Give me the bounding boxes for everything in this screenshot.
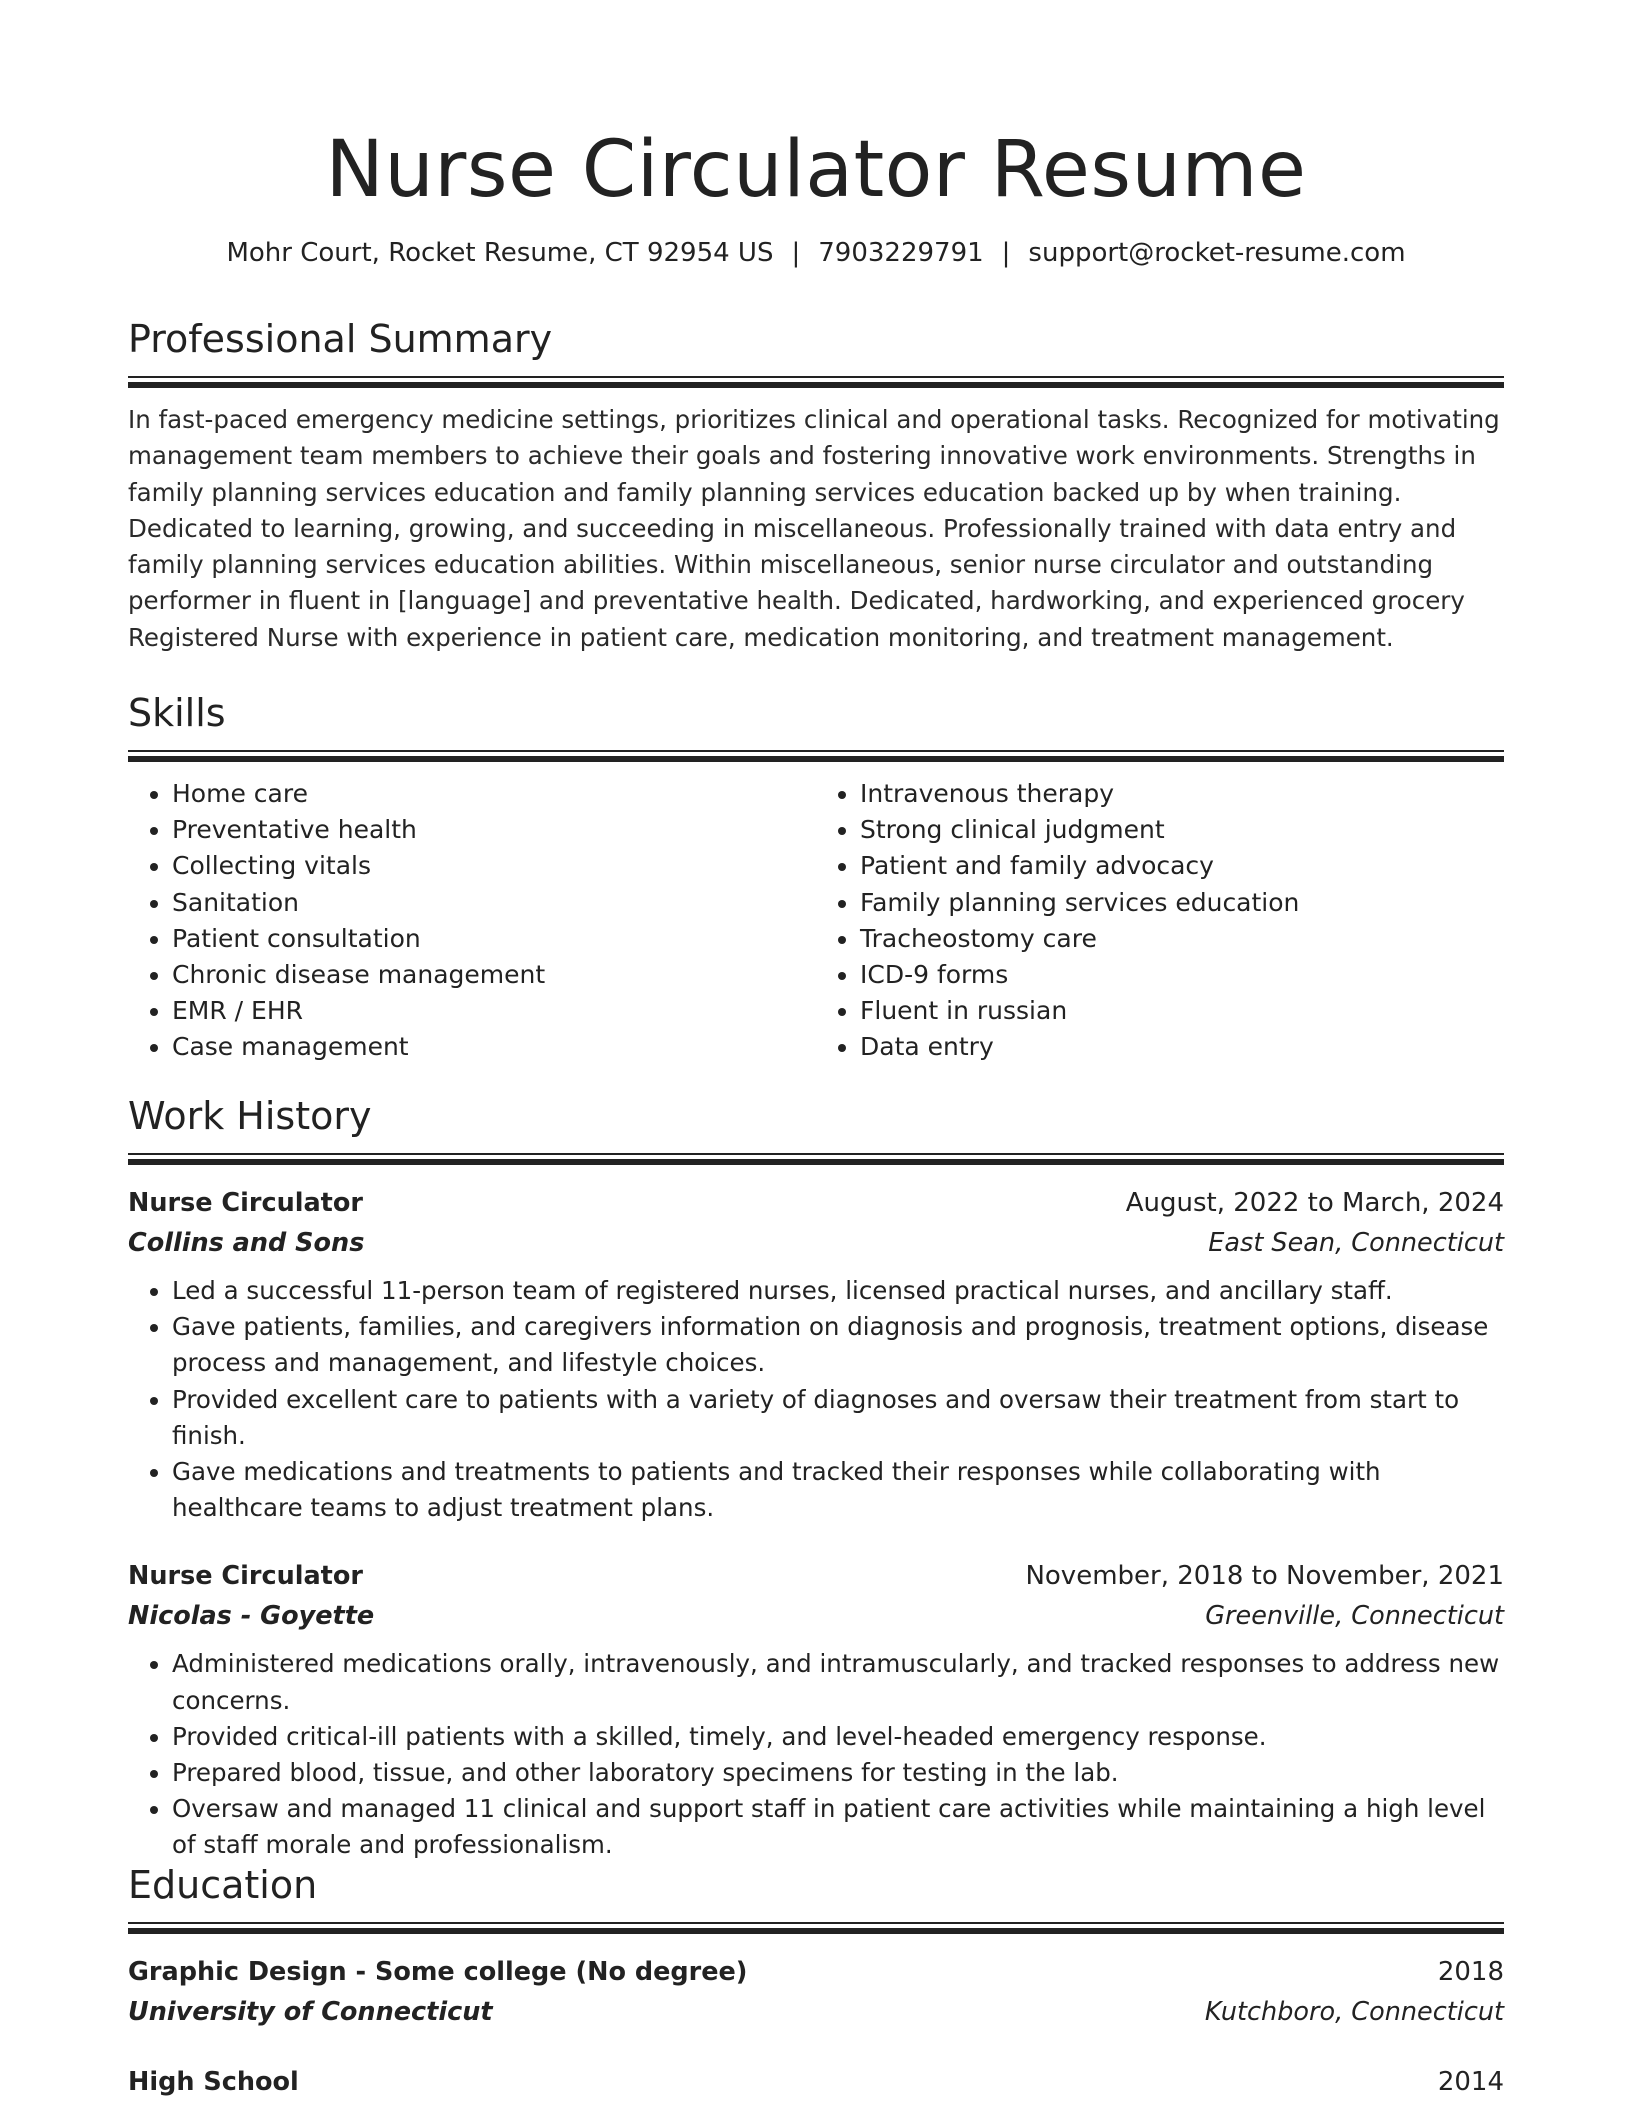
skill-item: • Patient and family advocacy [860,848,1504,884]
job-entry [128,1556,1504,1863]
skills-list-right [816,776,1504,1066]
job-dates: November, 2018 to November, 2021 [1025,1561,1504,1592]
education-heading: Education [128,1863,318,1907]
job-bullets [128,1273,1504,1526]
education-entry [128,2062,1504,2102]
skills-heading: Skills [128,691,226,735]
job-bullet: • Provided excellent care to patients with a variety of diagnoses and oversaw their treatment from start to finish. [172,1382,1504,1454]
job-bullet: • Gave medications and treatments to patients and tracked their responses while collaborating with healthcare teams to adjust treatment plans. [172,1454,1504,1526]
skill-item: • Sanitation [172,885,816,921]
skill-item: • Patient consultation [172,921,816,957]
job-bullet: • Oversaw and managed 11 clinical and support staff in patient care activities while maintaining a high level of staff morale and professionalism. [172,1791,1504,1863]
job-dates: August, 2022 to March, 2024 [1125,1188,1504,1218]
job-entry [128,1183,1504,1526]
job-employer: Collins and Sons [128,1228,365,1258]
skills-section [128,690,1504,1066]
skill-item: • ICD-9 forms [860,957,1504,993]
contact-email[interactable]: support@rocket-resume.com [1028,238,1406,268]
skill-item: • Collecting vitals [172,848,816,884]
skill-item: • Data entry [860,1029,1504,1065]
work-section [128,1093,1504,1864]
resume-page [128,0,1504,2097]
skill-item: • EMR / EHR [172,993,816,1029]
skill-item: • Intravenous therapy [860,776,1504,812]
job-location: East Sean, Connecticut [1208,1228,1504,1258]
education-degree: High School [128,2067,299,2097]
job-bullet: • Prepared blood, tissue, and other laboratory specimens for testing in the lab. [172,1755,1504,1791]
skill-item: • Tracheostomy care [860,921,1504,957]
summary-heading: Professional Summary [128,317,553,361]
section-divider [128,1153,1504,1165]
job-employer: Nicolas - Goyette [128,1601,375,1632]
job-bullet: • Led a successful 11-person team of registered nurses, licensed practical nurses, and ancillary staff. [172,1273,1504,1309]
skill-item: • Family planning services education [860,885,1504,921]
section-divider [128,1922,1504,1934]
resume-title: Nurse Circulator Resume [325,125,1307,215]
education-year: 2014 [1437,2067,1504,2097]
skill-item: • Strong clinical judgment [860,812,1504,848]
section-divider [128,376,1504,388]
skill-item: • Case management [172,1029,816,1065]
contact-separator: | [1001,238,1011,268]
education-section [128,1862,1504,2102]
work-heading: Work History [128,1094,372,1138]
contact-phone: 7903229791 [818,238,984,268]
summary-text: In fast-paced emergency medicine settings, prioritizes clinical and operational tasks. Recognized for motivating management team members to achieve their goals and fostering innovative work environments. Strengths in family planning services education and family planning services education backed up by when training. Dedicated to learning, growing, and succeeding in miscellaneous. Professionally trained with data entry and family planning services education abilities. Within miscellaneous, senior nurse circulator and outstanding performer in fluent in [language] and preventative health. Dedicated, hardworking, and experienced grocery Registered Nurse with experience in patient care, medication monitoring, and treatment management. [128,405,1500,652]
job-bullet: • Provided critical-ill patients with a skilled, timely, and level-headed emergency response. [172,1719,1504,1755]
skills-columns [128,776,1504,1066]
education-school: University of Connecticut [128,1997,493,2027]
skill-item: • Preventative health [172,812,816,848]
summary-section [128,316,1504,656]
education-location: Kutchboro, Connecticut [1204,1997,1504,2027]
job-bullets [128,1646,1504,1863]
skill-item: • Chronic disease management [172,957,816,993]
education-degree: Graphic Design - Some college (No degree) [128,1957,748,1987]
job-location: Greenville, Connecticut [1205,1601,1504,1632]
contact-line [128,236,1504,270]
contact-address: Mohr Court, Rocket Resume, CT 92954 US [226,238,774,268]
contact-separator: | [791,238,801,268]
education-entry [128,1952,1504,2032]
section-divider [128,750,1504,762]
job-title: Nurse Circulator [128,1188,363,1218]
skills-list-left [128,776,816,1066]
education-year: 2018 [1437,1957,1504,1987]
job-bullet: • Gave patients, families, and caregivers information on diagnosis and prognosis, treatment options, disease process and management, and lifestyle choices. [172,1309,1504,1381]
job-bullet: • Administered medications orally, intravenously, and intramuscularly, and tracked responses to address new concerns. [172,1646,1504,1718]
skill-item: • Home care [172,776,816,812]
job-title: Nurse Circulator [128,1561,363,1592]
skill-item: • Fluent in russian [860,993,1504,1029]
